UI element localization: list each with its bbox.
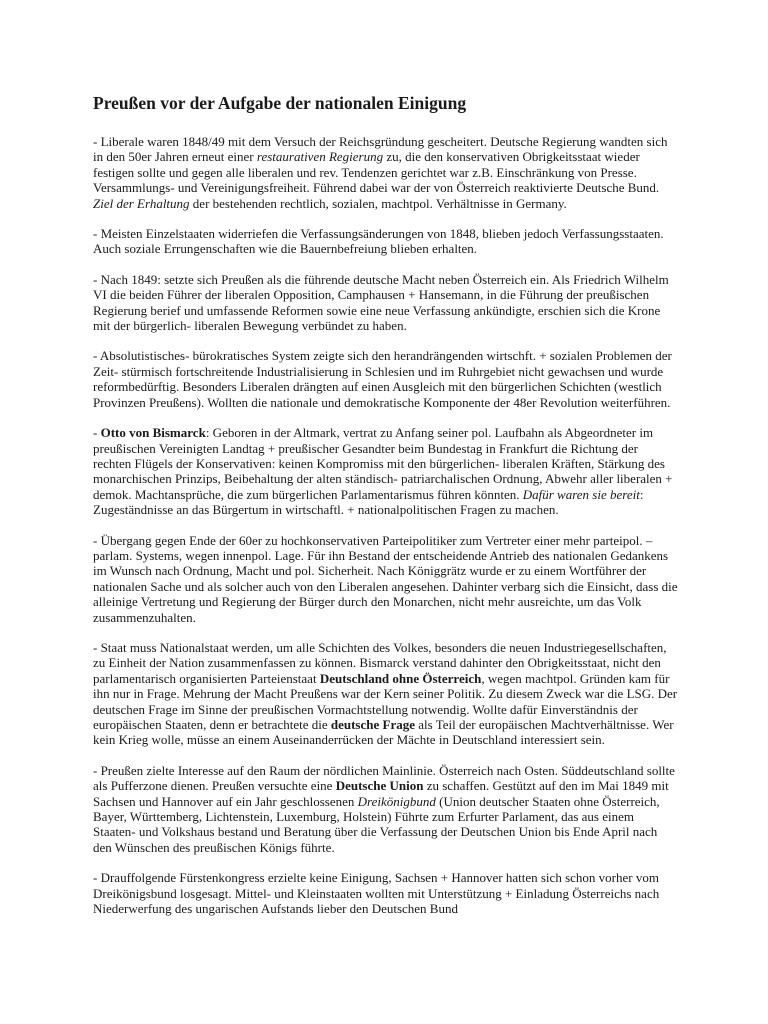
paragraph	[93, 425, 679, 517]
paragraph-text: -	[93, 425, 101, 441]
paragraph-emphasis: Dreikönigbund	[357, 793, 436, 809]
paragraph-text: - Liberale waren 1848/49 mit dem Versuch der Reichsgründung gescheitert. Deutsche Regierung wandten sich in den 50er Jahren erneut einer	[93, 134, 668, 165]
paragraph-text: (Union deutscher Staaten ohne Österreich, Bayer, Württemberg, Lichtenstein, Luxemburg, Holstein) Führte zum Erfurter Parlament, das aus einem Staaten- und Volkshaus bestand und Beratung über die Verfassung der Deutschen Union bis Ende April nach den Wünschen des preußischen Königs führte.	[93, 793, 660, 855]
paragraph-emphasis: Dafür waren sie bereit	[522, 486, 640, 502]
document-page	[93, 92, 679, 931]
paragraph	[93, 226, 679, 257]
paragraph-text: - Nach 1849: setzte sich Preußen als die führende deutsche Macht neben Österreich ein. Als Friedrich Wilhelm VI die beiden Führer der liberalen Opposition, Camphausen + Hansemann, in die Führung der preußischen Regierung berief und umfassende Reformen sowie eine neue Verfassung ankündigte, erschien sich die Krone mit der bürgerlich- liberalen Bewegung verbündet zu haben.	[93, 271, 669, 334]
paragraph-bold: Deutschland ohne Österreich	[319, 670, 482, 686]
document-title: Preußen vor der Aufgabe der nationalen Einigung	[93, 93, 467, 113]
paragraph-text: : Zugeständnisse an das Bürgertum in wirtschaftl. + nationalpolitischen Fragen zu machen.	[93, 486, 644, 518]
paragraph-text: : Geboren in der Altmark, vertrat zu Anfang seiner pol. Laufbahn als Abgeordneter im preußischen Vereinigten Landtag + preußischer Gesandter beim Bundestag in Frankfurt die Richtung der rechten Flügels der Konservativen: keinen Kompromiss mit den bürgerlichen- liberalen Kräften, Stärkung des monarchischen Prinzips, Beibehaltung der alten ständisch- patriarchalischen Ordnung, Abwehr aller liberalen + demok. Machtansprüche, die zum bürgerlichen Parlamentarismus führen könnten.	[93, 425, 673, 502]
paragraph-text: der bestehenden rechtlich, sozialen, machtpol. Verhältnisse in Germany.	[189, 195, 567, 211]
paragraph	[93, 533, 679, 625]
paragraph-text: - Übergang gegen Ende der 60er zu hochkonservativen Parteipolitiker zum Vertreter einer mehr parteipol. –parlam. Systems, wegen innenpol. Lage. Für ihn Bestand der entscheidende Antrieb des nationalen Gedankens im Wunsch nach Ordnung, Macht und pol. Sicherheit. Nach Königgrätz wurde er zu einem Wortführer der nationalen Sache und als solcher auch von den Liberalen angesehen. Dahinter verbarg sich die Einsicht, dass die alleinige Vertretung und Regierung der Bürger durch den Monarchen, nicht mehr ausreichte, um das Volk zusammenzuhalten.	[93, 532, 678, 625]
paragraph-bold: Deutsche Union	[335, 778, 424, 794]
paragraph-text: - Meisten Einzelstaaten widerriefen die Verfassungsänderungen von 1848, blieben jedoch Verfassungsstaaten. Auch soziale Errungenschaften wie die Bauernbefreiung blieben erhalten.	[93, 226, 664, 257]
paragraph-bold: deutsche Frage	[330, 717, 415, 732]
paragraph-text: als Teil der europäischen Machtverhältnisse. Wer kein Krieg wolle, müsse an einem Auseinanderrücken der Mächte in Deutschland interessiert sein.	[93, 717, 674, 748]
paragraph	[93, 640, 679, 748]
paragraph	[93, 134, 679, 211]
paragraph-text: - Drauffolgende Fürstenkongress erzielte keine Einigung, Sachsen + Hannover hatten sich schon vorher vom Dreikönigsbund losgesagt. Mittel- und Kleinstaaten wollten mit Unterstützung + Einladung Österreichs nach Niederwerfung des ungarischen Aufstands lieber den Deutschen Bund	[93, 870, 660, 917]
paragraph	[93, 272, 679, 334]
paragraph-text: , wegen machtpol. Gründen kam für ihn nur in Frage. Mehrung der Macht Preußens war der Kern seiner Politik. Zu diesem Zweck war die LSG. Der deutschen Frage im Sinne der preußischen Vormachtstellung notwendig. Wollte dafür Einverständnis der europäischen Staaten, denn er betrachtete die	[93, 670, 678, 732]
paragraph-text: - Absolutistisches- bürokratisches System zeigte sich den herandrängenden wirtschft. + sozialen Problemen der Zeit- stürmisch fortschreitende Industrialisierung in Schlesien und im Ruhrgebiet nicht gewachsen und wurde reformbedürftig. Besonders Liberalen drängten auf einen Ausgleich mit den bürgerlichen Schichten (westlich Provinzen Preußens). Wollten die nationale und demokratische Komponente der 48er Revolution weiterführen.	[93, 348, 672, 410]
paragraph	[93, 763, 679, 855]
paragraph	[93, 348, 679, 410]
paragraph-emphasis: restaurativen Regierung	[256, 149, 384, 165]
paragraph-bold: Otto von Bismarck	[100, 425, 206, 441]
paragraph-text: - Staat muss Nationalstaat werden, um alle Schichten des Volkes, besonders die neuen Industriegesellschaften, zu Einheit der Nation zusammenfassen zu können. Bismarck verstand dahinter den Obrigkeitsstaat, nicht den parlamentarisch organisierten Parteienstaat	[93, 639, 667, 686]
paragraph-text: zu schaffen. Gestützt auf den im Mai 1849 mit Sachsen und Hannover auf ein Jahr geschlossenen	[93, 778, 669, 809]
paragraph-text: - Preußen zielte Interesse auf den Raum der nördlichen Mainlinie. Österreich nach Osten. Süddeutschland sollte als Pufferzone dienen. Preußen versuchte eine	[93, 762, 675, 794]
paragraph	[93, 870, 679, 916]
paragraph-text: zu, die den konservativen Obrigkeitsstaat wieder festigen sollte und gegen alle liberalen und rev. Tendenzen gerichtet war z.B. Einschränkung von Presse. Versammlungs- und Vereinigungsfreiheit. Führend dabei war der von Österreich reaktivierte Deutsche Bund.	[93, 149, 660, 196]
paragraph-emphasis: Ziel der Erhaltung	[93, 195, 190, 211]
